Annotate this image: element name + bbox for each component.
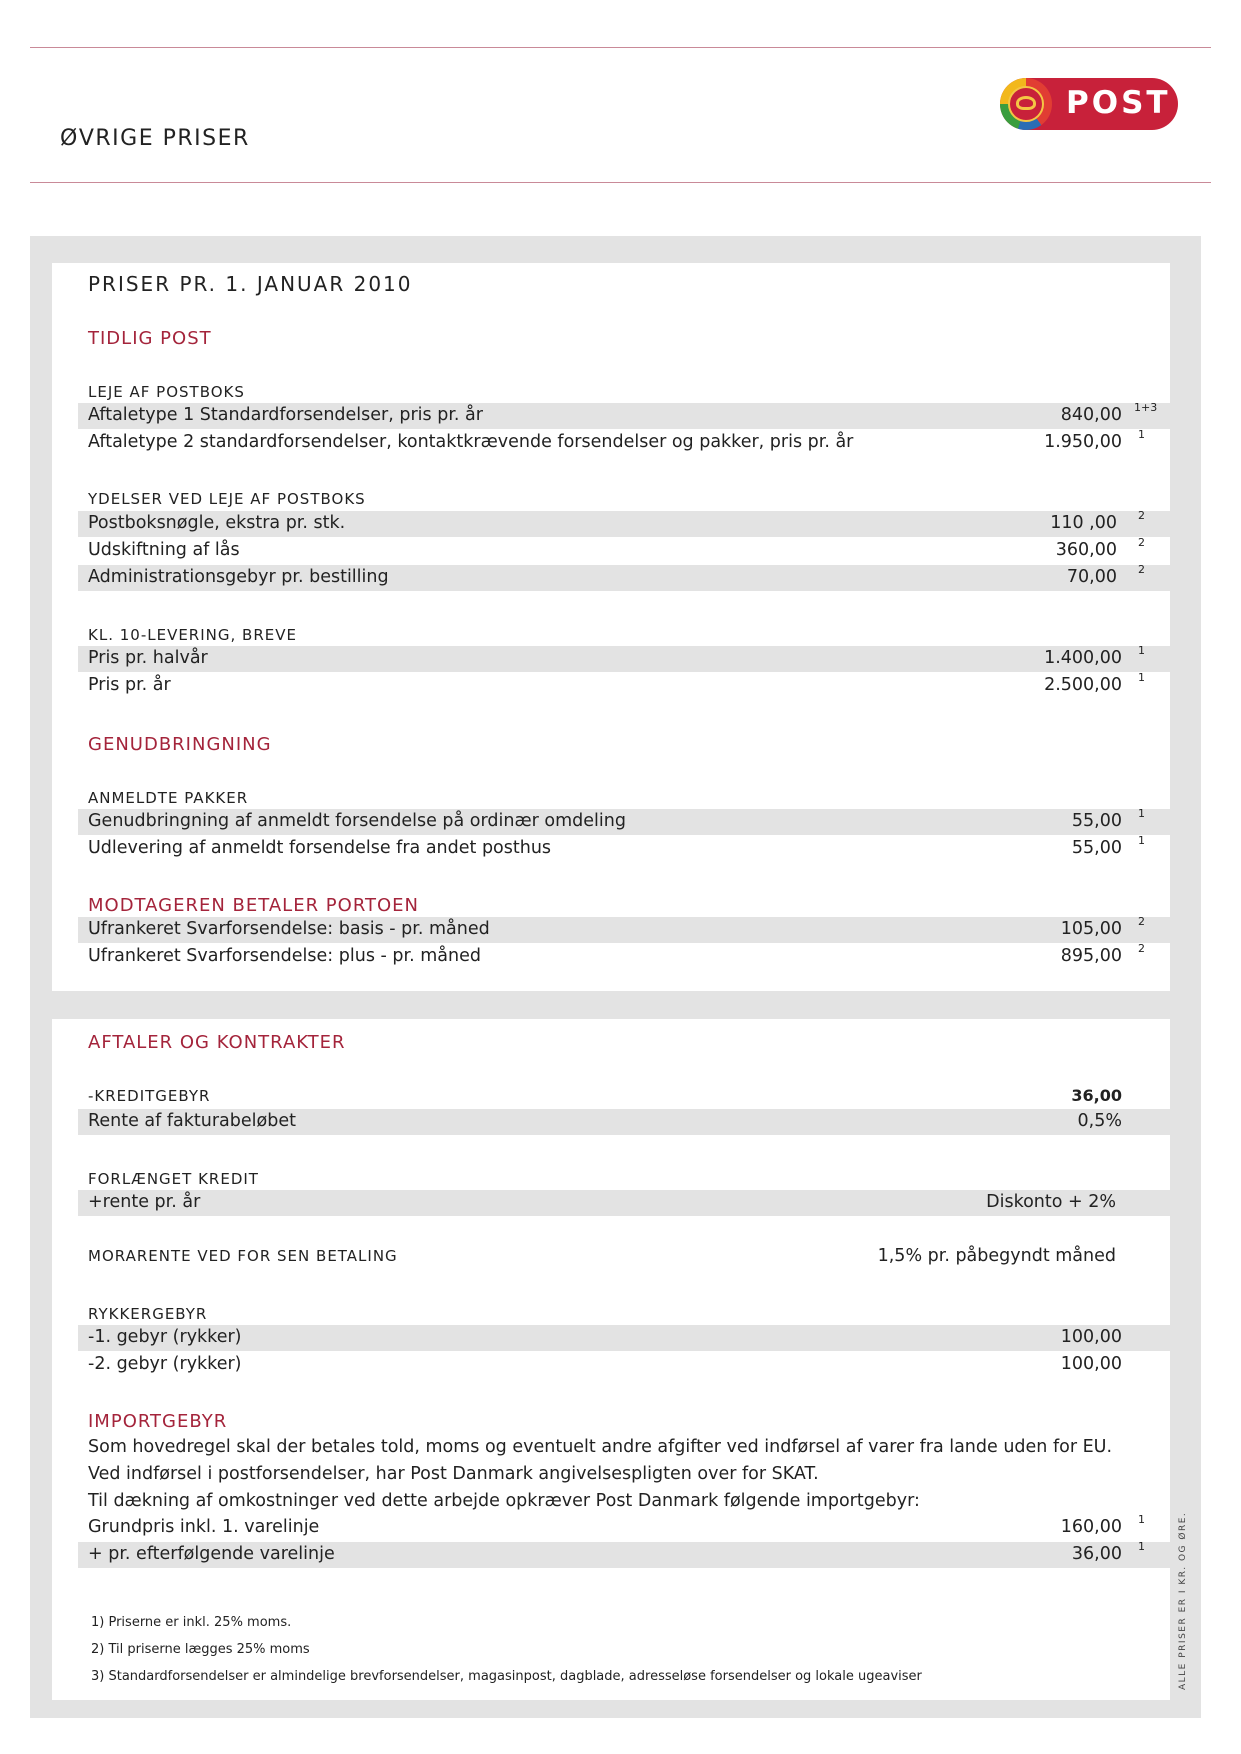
row-value: 1.950,00 <box>1044 432 1122 452</box>
row-label: Rente af fakturabeløbet <box>88 1111 296 1131</box>
row-footnote: 2 <box>1138 509 1145 522</box>
row-footnote: 1 <box>1138 644 1145 657</box>
table-row <box>78 1190 1170 1216</box>
table-row <box>78 646 1170 672</box>
table-row <box>78 1109 1170 1135</box>
header-rule <box>30 182 1211 183</box>
subsection-ydelser: YDELSER VED LEJE AF POSTBOKS <box>88 490 366 508</box>
posthorn-crown-icon <box>1000 78 1052 130</box>
footnote: 2) Til priserne lægges 25% moms <box>91 1642 310 1657</box>
section-title-importgebyr: IMPORTGEBYR <box>88 1411 228 1432</box>
row-footnote: 2 <box>1138 536 1145 549</box>
row-label: Genudbringning af anmeldt forsendelse på ordinær omdeling <box>88 811 626 831</box>
row-footnote: 2 <box>1138 563 1145 576</box>
row-value: 105,00 <box>1060 919 1122 939</box>
row-label: +rente pr. år <box>88 1192 201 1212</box>
table-row <box>78 1542 1170 1568</box>
row-label: Pris pr. halvår <box>88 648 208 668</box>
price-header: PRISER PR. 1. JANUAR 2010 <box>88 272 413 296</box>
table-row <box>78 430 1170 456</box>
row-footnote: 1 <box>1138 807 1145 820</box>
row-footnote: 1 <box>1138 834 1145 847</box>
row-value: 55,00 <box>1071 838 1122 858</box>
table-row <box>78 836 1170 862</box>
row-value: 895,00 <box>1060 946 1122 966</box>
subsection-rykkergebyr: RYKKERGEBYR <box>88 1305 208 1323</box>
table-row <box>78 1515 1170 1541</box>
section-title-aftaler: AFTALER OG KONTRAKTER <box>88 1032 346 1053</box>
row-label: Pris pr. år <box>88 675 171 695</box>
side-note: ALLE PRISER ER I KR. OG ØRE. <box>1178 1511 1188 1690</box>
row-label: Udskiftning af lås <box>88 540 240 560</box>
row-label: Ufrankeret Svarforsendelse: basis - pr. måned <box>88 919 490 939</box>
row-value: 360,00 <box>1055 540 1117 560</box>
subsection-forlaenget-kredit: FORLÆNGET KREDIT <box>88 1170 259 1188</box>
row-footnote: 2 <box>1138 942 1145 955</box>
row-value: 55,00 <box>1071 811 1122 831</box>
row-value: 100,00 <box>1060 1327 1122 1347</box>
table-row <box>78 565 1170 591</box>
row-label: Ufrankeret Svarforsendelse: plus - pr. måned <box>88 946 481 966</box>
row-label: -2. gebyr (rykker) <box>88 1354 242 1374</box>
subsection-kreditgebyr: -KREDITGEBYR <box>88 1087 211 1105</box>
top-rule <box>30 47 1211 48</box>
table-row <box>78 944 1170 970</box>
table-row <box>78 1352 1170 1378</box>
import-text-line: Til dækning af omkostninger ved dette arbejde opkræver Post Danmark følgende importgebyr: <box>88 1491 920 1511</box>
import-text-line: Som hovedregel skal der betales told, moms og eventuelt andre afgifter ved indførsel af varer fra lande uden for EU. <box>88 1437 1113 1457</box>
subsection-kl10-levering: KL. 10-LEVERING, BREVE <box>88 626 297 644</box>
row-value: 110 ,00 <box>1050 513 1117 533</box>
row-footnote: 2 <box>1138 915 1145 928</box>
row-value: 100,00 <box>1060 1354 1122 1374</box>
row-footnote: 1 <box>1138 1513 1145 1526</box>
section-title-genudbringning: GENUDBRINGNING <box>88 734 272 755</box>
table-row <box>78 403 1170 429</box>
table-row <box>78 673 1170 699</box>
row-value: 70,00 <box>1066 567 1117 587</box>
subsection-leje-af-postboks: LEJE AF POSTBOKS <box>88 383 245 401</box>
subsection-anmeldte-pakker: ANMELDTE PAKKER <box>88 789 249 807</box>
row-label: Postboksnøgle, ekstra pr. stk. <box>88 513 346 533</box>
row-label: Administrationsgebyr pr. bestilling <box>88 567 389 587</box>
footnote: 1) Priserne er inkl. 25% moms. <box>91 1615 292 1630</box>
logo-text: POST <box>1066 85 1171 121</box>
table-row <box>78 511 1170 537</box>
section-title-tidlig-post: TIDLIG POST <box>88 328 212 349</box>
morarente-row <box>78 1244 1170 1270</box>
import-text-line: Ved indførsel i postforsendelser, har Post Danmark angivelsespligten over for SKAT. <box>88 1464 819 1484</box>
table-row <box>78 809 1170 835</box>
row-label: Udlevering af anmeldt forsendelse fra andet posthus <box>88 838 552 858</box>
row-value: 1,5% pr. påbegyndt måned <box>877 1246 1116 1266</box>
row-label: -1. gebyr (rykker) <box>88 1327 242 1347</box>
row-value: 1.400,00 <box>1044 648 1122 668</box>
row-label: + pr. efterfølgende varelinje <box>88 1544 335 1564</box>
row-label: Grundpris inkl. 1. varelinje <box>88 1517 320 1537</box>
row-footnote: 1 <box>1138 428 1145 441</box>
row-value: 0,5% <box>1077 1111 1122 1131</box>
document-title: ØVRIGE PRISER <box>60 126 250 151</box>
row-value: 160,00 <box>1060 1517 1122 1537</box>
row-value: Diskonto + 2% <box>986 1192 1116 1212</box>
section-title-modtageren: MODTAGEREN BETALER PORTOEN <box>88 895 420 916</box>
footnote: 3) Standardforsendelser er almindelige brevforsendelser, magasinpost, dagblade, adresseløse forsendelser og lokale ugeaviser <box>91 1669 922 1684</box>
row-value: 36,00 <box>1071 1086 1122 1105</box>
row-value: 36,00 <box>1071 1544 1122 1564</box>
table-row <box>78 917 1170 943</box>
row-value: 840,00 <box>1060 405 1122 425</box>
row-footnote: 1+3 <box>1134 401 1158 414</box>
post-logo <box>1000 78 1178 130</box>
table-row <box>78 538 1170 564</box>
row-footnote: 1 <box>1138 671 1145 684</box>
row-label: Aftaletype 1 Standardforsendelser, pris pr. år <box>88 405 483 425</box>
row-value: 2.500,00 <box>1044 675 1122 695</box>
kreditgebyr-row <box>78 1084 1170 1110</box>
row-footnote: 1 <box>1138 1540 1145 1553</box>
table-row <box>78 1325 1170 1351</box>
row-label: Aftaletype 2 standardforsendelser, kontaktkrævende forsendelser og pakker, pris pr. år <box>88 432 854 452</box>
subsection-morarente: MORARENTE VED FOR SEN BETALING <box>88 1247 398 1265</box>
